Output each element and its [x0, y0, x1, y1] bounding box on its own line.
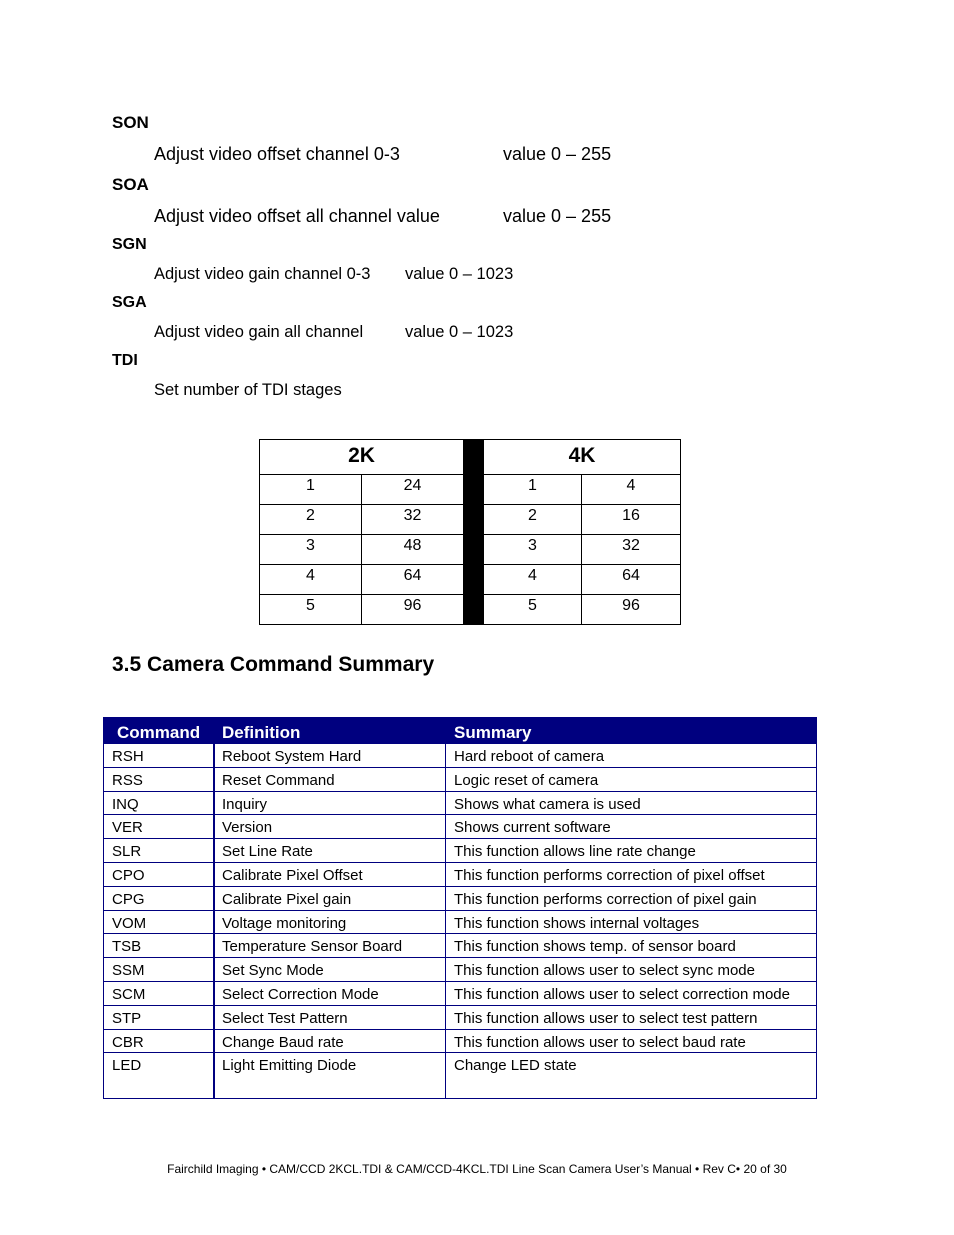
summary-cell: This function allows user to select test pattern — [454, 1009, 758, 1027]
command-cell: CPO — [112, 867, 145, 884]
summary-cell: This function shows temp. of sensor board — [454, 938, 736, 956]
definition-cell: Set Sync Mode — [222, 962, 324, 980]
definition-cell: Light Emitting Diode — [222, 1057, 357, 1075]
command-cell: VOM — [112, 914, 147, 932]
command-value-range: value 0 – 255 — [503, 206, 612, 226]
command-description: Set number of TDI stages — [154, 381, 342, 399]
summary-cell: This function allows line rate change — [454, 843, 696, 861]
table-row — [104, 982, 816, 1006]
definition-cell: Calibrate Pixel gain — [222, 890, 352, 908]
table-header-row — [104, 718, 816, 744]
definition-cell: Reset Command — [222, 771, 335, 789]
command-code: SOA — [112, 175, 149, 194]
command-cell: SLR — [112, 843, 142, 861]
command-cell: CBR — [112, 1033, 144, 1051]
tdi-table-cell: 32 — [581, 534, 681, 565]
table-row — [104, 958, 816, 982]
tdi-header-4k: 4K — [483, 439, 681, 475]
tdi-table-cell: 1 — [259, 474, 362, 505]
command-cell: LED — [112, 1057, 142, 1075]
tdi-table-cell: 4 — [259, 564, 362, 595]
definition-cell: Change Baud rate — [222, 1033, 344, 1051]
summary-cell: This function allows user to select sync mode — [454, 962, 755, 980]
column-header-definition: Definition — [222, 723, 301, 742]
table-row — [104, 792, 816, 816]
command-code: SGN — [112, 236, 147, 253]
page-footer: Fairchild Imaging • CAM/CCD 2KCL.TDI & CAM/CCD-4KCL.TDI Line Scan Camera User’s Manual • Rev C• 20 of 30 — [167, 1162, 787, 1176]
column-divider — [445, 744, 446, 1098]
table-row — [104, 1053, 816, 1098]
command-code: SON — [112, 113, 149, 132]
command-cell: SSM — [112, 962, 145, 980]
table-row — [104, 1030, 816, 1054]
summary-cell: This function performs correction of pixel gain — [454, 890, 757, 908]
tdi-table-cell: 64 — [361, 564, 464, 595]
tdi-table-cell: 96 — [581, 594, 681, 625]
command-summary-table — [103, 717, 817, 1099]
summary-cell: This function allows user to select correction mode — [454, 986, 790, 1003]
tdi-table-cell: 5 — [259, 594, 362, 625]
table-row — [104, 887, 816, 911]
command-value-range: value 0 – 255 — [503, 144, 612, 164]
tdi-table-cell: 96 — [361, 594, 464, 625]
tdi-table-cell: 1 — [483, 474, 582, 505]
table-row — [104, 744, 816, 768]
table-row — [104, 911, 816, 935]
command-description: Adjust video gain all channel — [154, 323, 364, 341]
tdi-header-2k: 2K — [259, 439, 464, 475]
tdi-table-cell: 5 — [483, 594, 582, 625]
column-header-command: Command — [117, 723, 201, 742]
tdi-table-cell: 48 — [361, 534, 464, 565]
command-cell: CPG — [112, 890, 145, 908]
definition-cell: Select Test Pattern — [222, 1009, 348, 1027]
definition-cell: Voltage monitoring — [222, 914, 347, 932]
tdi-table-cell: 24 — [361, 474, 464, 505]
table-row — [104, 768, 816, 792]
summary-cell: This function performs correction of pixel offset — [454, 867, 765, 884]
table-row — [104, 863, 816, 887]
table-row — [104, 839, 816, 863]
summary-cell: Logic reset of camera — [454, 771, 599, 789]
tdi-table-cell: 4 — [581, 474, 681, 505]
command-cell: RSS — [112, 771, 143, 789]
command-value-range: value 0 – 1023 — [405, 323, 514, 341]
definition-cell: Select Correction Mode — [222, 986, 379, 1003]
definition-cell: Temperature Sensor Board — [222, 938, 403, 956]
tdi-table-cell: 32 — [361, 504, 464, 535]
command-value-range: value 0 – 1023 — [405, 265, 514, 283]
tdi-table-separator — [463, 439, 484, 625]
definition-cell: Inquiry — [222, 795, 268, 813]
summary-cell: Shows what camera is used — [454, 795, 641, 813]
tdi-table-cell: 3 — [259, 534, 362, 565]
command-description: Adjust video offset all channel value — [154, 206, 440, 226]
tdi-table-cell: 64 — [581, 564, 681, 595]
definition-cell: Reboot System Hard — [222, 748, 362, 765]
table-row — [104, 1006, 816, 1030]
column-header-summary: Summary — [454, 723, 532, 742]
definition-cell: Set Line Rate — [222, 843, 313, 861]
summary-cell: Change LED state — [454, 1057, 577, 1075]
tdi-table-cell: 3 — [483, 534, 582, 565]
command-cell: STP — [112, 1009, 142, 1027]
tdi-table-cell: 16 — [581, 504, 681, 535]
summary-cell: This function shows internal voltages — [454, 914, 700, 932]
table-row — [104, 934, 816, 958]
command-cell: SCM — [112, 986, 146, 1003]
section-title: 3.5 Camera Command Summary — [112, 653, 435, 676]
summary-cell: Shows current software — [454, 819, 611, 837]
definition-cell: Calibrate Pixel Offset — [222, 867, 363, 884]
column-divider — [213, 744, 215, 1098]
command-code: TDI — [112, 352, 138, 369]
table-row — [104, 815, 816, 839]
tdi-table-cell: 4 — [483, 564, 582, 595]
command-description: Adjust video gain channel 0-3 — [154, 265, 371, 283]
summary-cell: This function allows user to select baud rate — [454, 1033, 746, 1051]
tdi-stages-table — [259, 439, 681, 625]
summary-cell: Hard reboot of camera — [454, 748, 605, 765]
tdi-table-cell: 2 — [259, 504, 362, 535]
command-cell: INQ — [112, 795, 139, 813]
command-description: Adjust video offset channel 0-3 — [154, 144, 400, 164]
command-code: SGA — [112, 294, 147, 311]
command-cell: VER — [112, 819, 143, 837]
definition-cell: Version — [222, 819, 273, 837]
command-cell: RSH — [112, 748, 144, 765]
tdi-table-cell: 2 — [483, 504, 582, 535]
command-cell: TSB — [112, 938, 142, 956]
